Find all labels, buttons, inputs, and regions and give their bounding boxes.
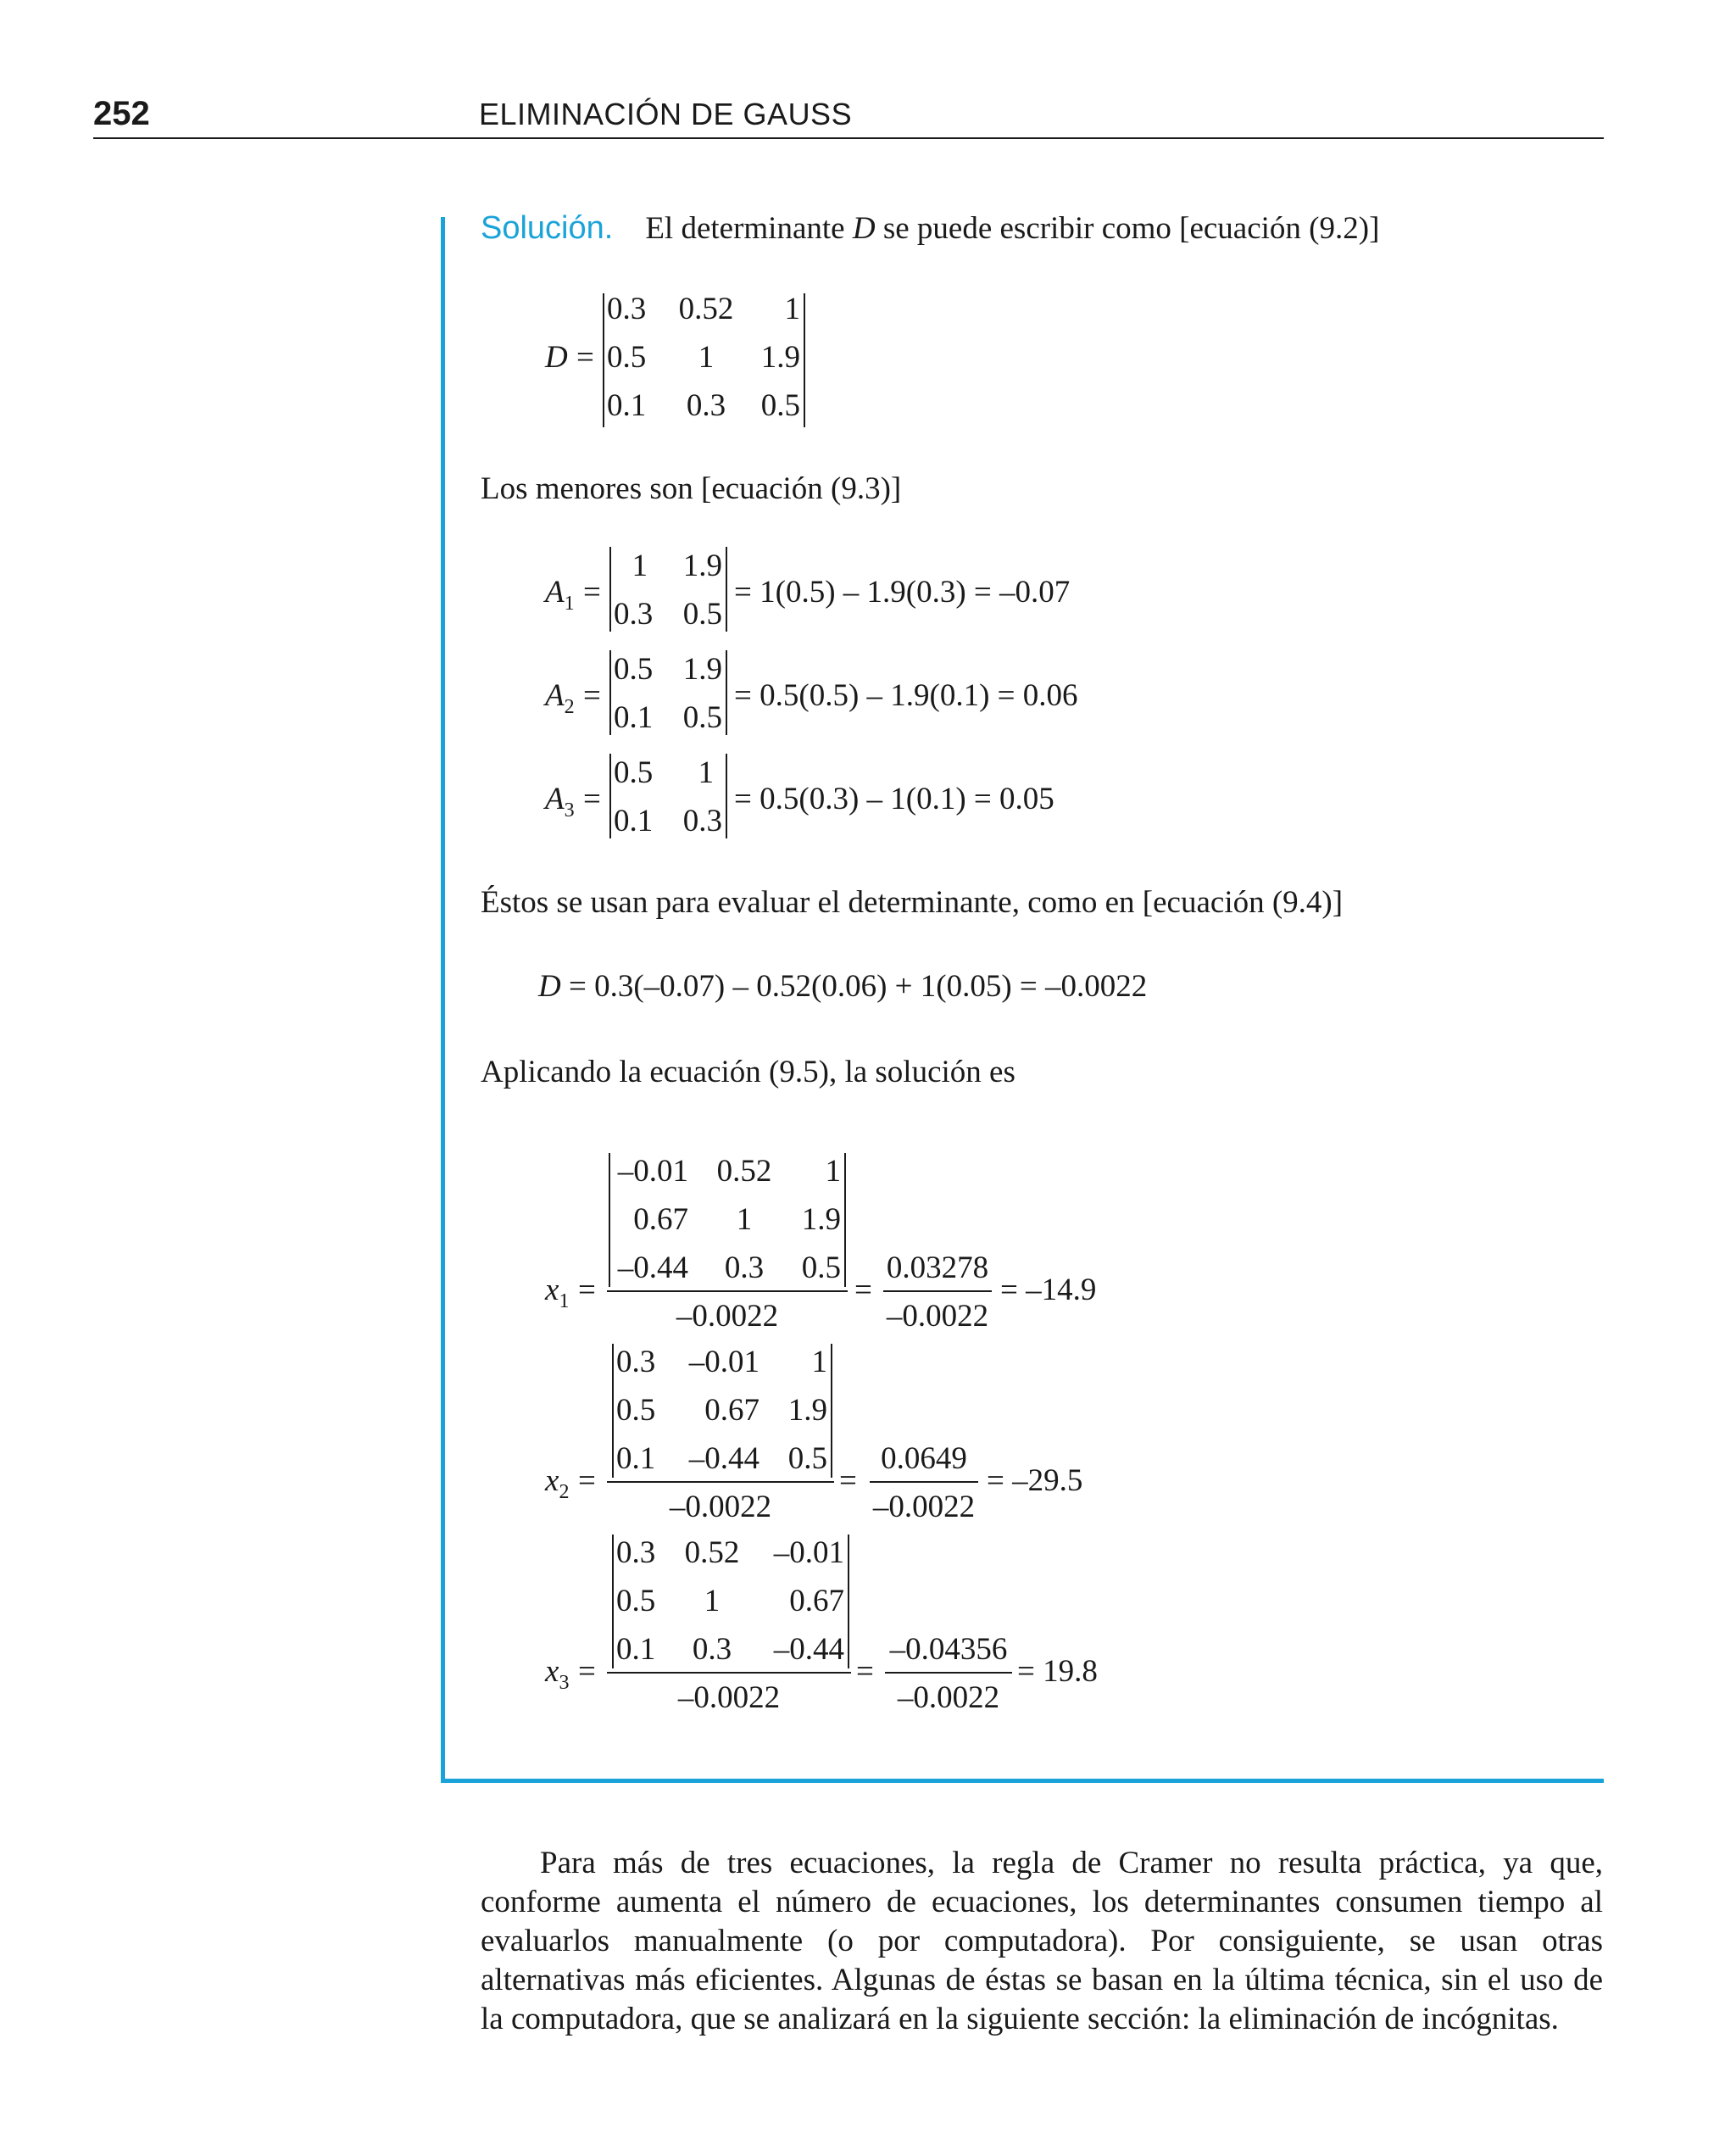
minor-bar-left	[609, 650, 611, 735]
evaluate-text: Éstos se usan para evaluar el determinante, como en [ecuación (9.4)]	[481, 885, 1344, 920]
matrix-cell: 0.5	[787, 1441, 827, 1476]
denominator: –0.0022	[886, 1299, 989, 1334]
solution-result: = –29.5	[987, 1463, 1083, 1498]
fraction-bar	[870, 1481, 978, 1483]
matrix-cell: 0.67	[633, 1202, 688, 1237]
matrix-cell: 0.5	[607, 340, 647, 375]
D-bar-right	[804, 293, 805, 427]
denominator: –0.0022	[872, 1490, 976, 1524]
matrix-cell: 1.9	[682, 549, 722, 583]
matrix-cell: 1	[632, 549, 648, 583]
minor-result: = 0.5(0.5) – 1.9(0.1) = 0.06	[734, 678, 1078, 713]
matrix-cell: 0.1	[614, 700, 654, 735]
solution-symbol: $x_3$	[545, 1654, 570, 1694]
solution-equals: =	[578, 1463, 596, 1498]
matrix-cell: 1	[736, 1202, 753, 1237]
solution-intro-text: El determinante D se puede escribir como [ecuación (9.2)]	[645, 211, 1380, 246]
matrix-cell: –0.44	[688, 1441, 760, 1476]
matrix-cell: 0.67	[789, 1584, 844, 1618]
solution-result: = 19.8	[1017, 1654, 1098, 1689]
matrix-cell: –0.44	[773, 1632, 844, 1667]
minor-bar-right	[726, 754, 727, 838]
D-equals: =	[576, 340, 594, 375]
matrix-cell: –0.01	[773, 1535, 844, 1570]
matrix-cell: 0.1	[616, 1632, 656, 1667]
matrix-cell: 0.3	[614, 597, 654, 632]
solution-equals: =	[856, 1654, 874, 1689]
solution-label: Solución.	[481, 210, 614, 246]
minor-equals: =	[583, 678, 601, 713]
minor-equals: =	[583, 575, 601, 610]
minor-symbol: $A_2$	[545, 678, 575, 718]
fraction-bar	[607, 1672, 851, 1674]
matrix-cell: 0.3	[692, 1632, 732, 1667]
minor-symbol: $A_3$	[545, 782, 575, 822]
matrix-cell: 1.9	[760, 340, 800, 375]
solution-equals: =	[578, 1654, 596, 1689]
D-symbol: D	[545, 340, 568, 375]
det-bar-right	[831, 1344, 832, 1478]
matrix-cell: –0.01	[617, 1154, 688, 1189]
matrix-cell: 0.1	[616, 1441, 656, 1476]
denominator: –0.0022	[677, 1680, 781, 1715]
running-head: ELIMINACIÓN DE GAUSS	[479, 97, 853, 131]
matrix-cell: 0.5	[616, 1393, 656, 1428]
header-rule	[93, 137, 1604, 139]
matrix-cell: 0.52	[716, 1154, 772, 1189]
matrix-cell: 0.52	[684, 1535, 740, 1570]
matrix-cell: 0.5	[801, 1250, 841, 1285]
numerator: 0.03278	[886, 1250, 989, 1285]
matrix-cell: 0.1	[614, 804, 654, 838]
matrix-cell: 0.5	[760, 388, 800, 423]
minor-symbol: $A_1$	[545, 575, 575, 615]
apply-text: Aplicando la ecuación (9.5), la solución es	[481, 1055, 1015, 1089]
matrix-cell: 0.5	[682, 597, 722, 632]
matrix-cell: 1	[704, 1584, 721, 1618]
matrix-cell: –0.44	[617, 1250, 688, 1285]
fraction-bar	[883, 1290, 992, 1292]
matrix-cell: 0.67	[704, 1393, 760, 1428]
matrix-cell: 1	[698, 755, 714, 790]
matrix-cell: 0.5	[614, 755, 654, 790]
D-expansion: D = 0.3(–0.07) – 0.52(0.06) + 1(0.05) = –0.0022	[538, 969, 1148, 1004]
denominator: –0.0022	[897, 1680, 1000, 1715]
solution-result: = –14.9	[1000, 1273, 1097, 1307]
solution-equals: =	[854, 1273, 872, 1307]
solution-intro	[481, 210, 1379, 247]
closing-paragraph	[481, 1844, 1603, 2039]
matrix-cell: 1	[811, 1345, 827, 1379]
numerator: 0.0649	[881, 1441, 967, 1476]
solution-symbol: $x_2$	[545, 1463, 570, 1503]
denominator: –0.0022	[669, 1490, 772, 1524]
minor-result: = 1(0.5) – 1.9(0.3) = –0.07	[734, 575, 1071, 610]
D-bar-left	[603, 293, 604, 427]
det-bar-right	[844, 1153, 846, 1287]
matrix-cell: 1.9	[682, 652, 722, 687]
det-bar-left	[612, 1535, 614, 1668]
minor-bar-left	[609, 754, 611, 838]
solution-box-left-border	[441, 217, 445, 1783]
det-bar-left	[609, 1153, 610, 1287]
matrix-cell: 0.3	[616, 1535, 656, 1570]
matrix-cell: 0.3	[682, 804, 722, 838]
solution-equals: =	[578, 1273, 596, 1307]
denominator: –0.0022	[676, 1299, 779, 1334]
det-bar-right	[848, 1535, 849, 1668]
matrix-cell: 0.5	[682, 700, 722, 735]
numerator: –0.04356	[889, 1632, 1008, 1667]
matrix-cell: 0.3	[724, 1250, 765, 1285]
minor-equals: =	[583, 782, 601, 816]
matrix-cell: 0.52	[678, 292, 734, 326]
matrix-cell: 0.1	[607, 388, 647, 423]
minor-bar-right	[726, 650, 727, 735]
matrix-cell: 0.3	[616, 1345, 656, 1379]
minor-bar-right	[726, 547, 727, 632]
matrix-cell: 1	[784, 292, 800, 326]
minor-bar-left	[609, 547, 611, 632]
fraction-bar	[607, 1290, 848, 1292]
matrix-cell: 1	[698, 340, 715, 375]
matrix-cell: 1	[825, 1154, 841, 1189]
matrix-cell: 1.9	[787, 1393, 827, 1428]
matrix-cell: 0.5	[616, 1584, 656, 1618]
matrix-cell: 1.9	[801, 1202, 841, 1237]
solution-box-bottom-border	[441, 1779, 1604, 1783]
page-number: 252	[93, 95, 150, 132]
solution-equals: =	[839, 1463, 857, 1498]
matrix-cell: 0.5	[614, 652, 654, 687]
fraction-bar	[885, 1672, 1012, 1674]
matrix-cell: –0.01	[688, 1345, 760, 1379]
det-bar-left	[612, 1344, 614, 1478]
minors-text: Los menores son [ecuación (9.3)]	[481, 471, 902, 506]
closing-paragraph-text: Para más de tres ecuaciones, la regla de Cramer no resulta práctica, ya que, conforme aumenta el número de ecuaciones, los determinantes consumen tiempo al evaluarlos manualmente (o por computadora). Por consiguiente, se usan otras alternativas más eficientes. Algunas de éstas se basan en la última técnica, sin el uso de la computadora, que se analizará en la siguiente sección: la eliminación de incógnitas.	[481, 1846, 1603, 2036]
minor-result: = 0.5(0.3) – 1(0.1) = 0.05	[734, 782, 1054, 816]
solution-symbol: $x_1$	[545, 1273, 570, 1312]
fraction-bar	[607, 1481, 834, 1483]
matrix-cell: 0.3	[686, 388, 726, 423]
matrix-cell: 0.3	[607, 292, 647, 326]
